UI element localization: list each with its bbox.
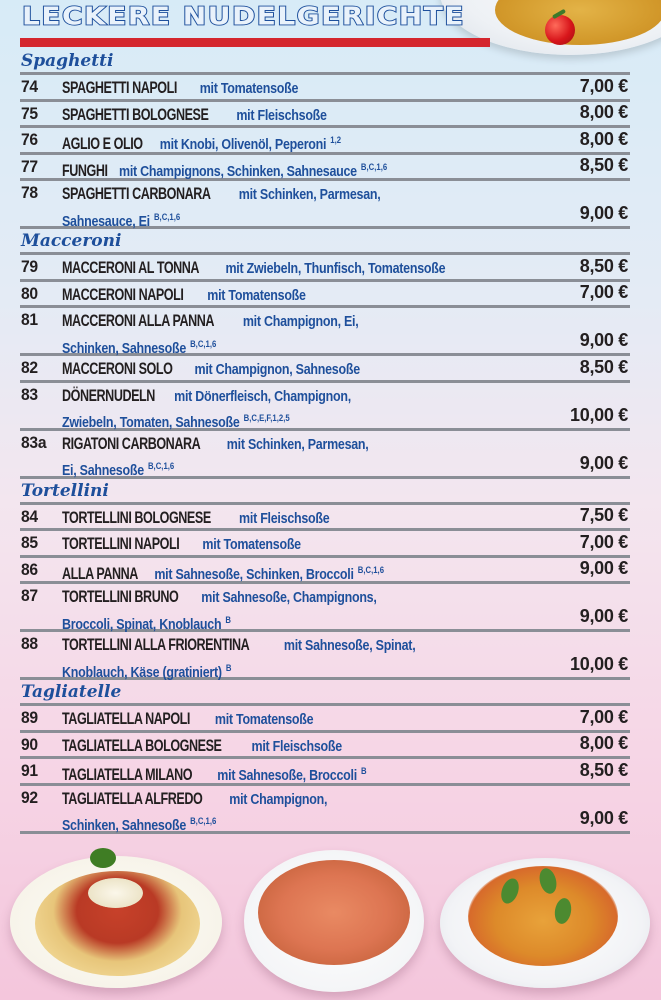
item-ingredients-cont: Schinken, Sahnesoße bbox=[62, 340, 187, 357]
item-name: MACCERONI ALLA PANNA bbox=[62, 311, 215, 330]
item-allergens: B,C,1,6 bbox=[190, 816, 217, 826]
menu-item bbox=[20, 431, 630, 479]
menu-item bbox=[20, 102, 630, 129]
item-name: TORTELLINI BOLOGNESE bbox=[62, 507, 211, 527]
item-name: TAGLIATELLA ALFREDO bbox=[62, 788, 203, 808]
item-line bbox=[62, 811, 532, 838]
menu-item bbox=[20, 531, 630, 558]
item-name: RIGATONI CARBONARA bbox=[62, 433, 201, 453]
item-number: 76 bbox=[21, 130, 38, 149]
item-number: 86 bbox=[21, 559, 38, 579]
menu-item bbox=[20, 383, 630, 431]
item-number: 82 bbox=[21, 358, 38, 377]
item-line bbox=[62, 386, 398, 405]
item-description bbox=[62, 284, 532, 308]
item-number: 75 bbox=[21, 103, 38, 123]
item-price: 7,00 € bbox=[579, 282, 628, 302]
item-name: TORTELLINI BRUNO bbox=[62, 587, 179, 606]
item-description bbox=[62, 257, 532, 281]
item-name: TORTELLINI NAPOLI bbox=[62, 534, 180, 553]
food-photos bbox=[0, 848, 661, 1000]
item-price: 10,00 € bbox=[570, 654, 628, 674]
item-line bbox=[62, 161, 440, 180]
item-price: 7,00 € bbox=[579, 706, 628, 727]
category-heading: Macceroni bbox=[20, 229, 630, 255]
menu-item bbox=[20, 632, 630, 680]
item-name: SPAGHETTI NAPOLI bbox=[62, 78, 177, 97]
item-ingredients-cont: Knoblauch, Käse (gratiniert) bbox=[62, 664, 222, 681]
item-allergens: B bbox=[225, 662, 232, 673]
item-ingredients: mit Schinken, Parmesan, bbox=[238, 187, 381, 203]
item-number: 90 bbox=[21, 734, 38, 754]
item-price: 8,00 € bbox=[579, 102, 628, 122]
item-ingredients-cont: Schinken, Sahnesoße bbox=[62, 818, 187, 834]
item-line bbox=[62, 105, 370, 124]
item-allergens: B bbox=[360, 766, 367, 776]
menu-item bbox=[20, 356, 630, 383]
item-price: 9,00 € bbox=[579, 452, 628, 473]
parmesan bbox=[88, 878, 143, 908]
item-number: 78 bbox=[21, 183, 38, 202]
item-ingredients: mit Dönerfleisch, Champignon, bbox=[174, 388, 351, 405]
item-text bbox=[62, 77, 298, 101]
item-price: 9,00 € bbox=[579, 558, 628, 578]
item-price: 8,50 € bbox=[579, 255, 628, 276]
category-heading: Spaghetti bbox=[20, 49, 630, 75]
menu-item bbox=[20, 759, 630, 786]
item-text bbox=[62, 811, 216, 838]
penne-bowl-photo bbox=[244, 850, 424, 992]
menu-item bbox=[20, 155, 630, 182]
item-ingredients: mit Tomatensoße bbox=[199, 81, 299, 97]
parsley bbox=[90, 848, 116, 868]
item-description bbox=[62, 708, 532, 732]
item-description bbox=[62, 560, 532, 587]
item-line bbox=[62, 587, 428, 606]
item-line bbox=[62, 285, 345, 304]
item-name: DÖNERNUDELN bbox=[62, 385, 155, 405]
item-ingredients: mit Fleischsoße bbox=[236, 107, 327, 124]
penne-pasta bbox=[495, 0, 661, 45]
item-price: 8,50 € bbox=[579, 759, 628, 780]
item-name: FUNGHI bbox=[62, 160, 108, 180]
item-text bbox=[62, 130, 341, 157]
item-line bbox=[62, 78, 337, 97]
item-number: 91 bbox=[21, 761, 38, 780]
item-line bbox=[62, 508, 373, 527]
menu-item bbox=[20, 282, 630, 309]
item-ingredients: mit Schinken, Parmesan, bbox=[226, 436, 369, 453]
item-price: 9,00 € bbox=[579, 330, 628, 350]
item-allergens: B,C,E,F,1,2,5 bbox=[243, 413, 290, 423]
item-ingredients: mit Tomatensoße bbox=[202, 537, 301, 553]
item-text bbox=[62, 586, 377, 610]
item-description bbox=[62, 77, 532, 101]
menu-item bbox=[20, 733, 630, 760]
item-name: ALLA PANNA bbox=[62, 563, 138, 583]
item-description bbox=[62, 788, 532, 838]
item-ingredients-cont: Broccoli, Spinat, Knoblauch bbox=[62, 616, 222, 633]
tortellini-plate-photo bbox=[440, 858, 650, 988]
item-text bbox=[62, 157, 387, 184]
item-text bbox=[62, 788, 327, 812]
item-description bbox=[62, 157, 532, 184]
item-ingredients: mit Sahnesoße, Spinat, bbox=[283, 638, 416, 654]
item-ingredients-cont: Zwiebeln, Tomaten, Sahnesoße bbox=[62, 415, 240, 431]
menu-item bbox=[20, 128, 630, 155]
item-text bbox=[62, 207, 180, 234]
item-description bbox=[62, 735, 532, 759]
item-description bbox=[62, 183, 532, 233]
item-price: 9,00 € bbox=[579, 807, 628, 828]
item-number: 87 bbox=[21, 586, 38, 605]
item-line bbox=[62, 434, 418, 453]
item-line bbox=[62, 736, 387, 755]
item-description bbox=[62, 104, 532, 128]
item-ingredients: mit Sahnesoße, Champignons, bbox=[201, 590, 377, 606]
item-name: SPAGHETTI BOLOGNESE bbox=[62, 104, 209, 124]
item-description bbox=[62, 761, 532, 788]
item-line bbox=[62, 184, 432, 203]
item-text bbox=[62, 634, 415, 658]
item-price: 8,00 € bbox=[579, 128, 628, 149]
item-number: 81 bbox=[21, 310, 38, 329]
item-text bbox=[62, 433, 368, 457]
item-line bbox=[62, 311, 407, 330]
item-ingredients: mit Tomatensoße bbox=[207, 287, 306, 304]
menu-item bbox=[20, 308, 630, 356]
item-name: SPAGHETTI CARBONARA bbox=[62, 184, 211, 203]
item-price: 8,00 € bbox=[579, 733, 628, 753]
item-line bbox=[62, 258, 508, 277]
item-line bbox=[62, 658, 532, 685]
item-description bbox=[62, 634, 532, 684]
item-description bbox=[62, 130, 532, 157]
item-price: 9,00 € bbox=[579, 606, 628, 626]
item-line bbox=[62, 789, 370, 808]
item-text bbox=[62, 310, 358, 334]
item-description bbox=[62, 385, 532, 435]
menu-item bbox=[20, 584, 630, 632]
item-line bbox=[62, 207, 532, 234]
item-allergens: B,C,1,6 bbox=[153, 211, 181, 222]
item-line bbox=[62, 765, 416, 784]
item-ingredients-cont: Ei, Sahnesoße bbox=[62, 463, 144, 479]
menu-item bbox=[20, 558, 630, 585]
cherry-tomato bbox=[545, 15, 575, 45]
item-price: 9,00 € bbox=[579, 203, 628, 223]
item-number: 85 bbox=[21, 533, 38, 552]
item-description bbox=[62, 358, 532, 382]
item-text bbox=[62, 761, 367, 788]
item-ingredients-cont: Sahnesauce, Ei bbox=[62, 213, 150, 230]
item-name: AGLIO E OLIO bbox=[62, 134, 143, 153]
item-text bbox=[62, 385, 351, 409]
item-line bbox=[62, 709, 354, 728]
item-number: 74 bbox=[21, 77, 38, 96]
item-line bbox=[62, 456, 532, 483]
menu-list bbox=[20, 49, 630, 834]
item-ingredients: mit Fleischsoße bbox=[239, 510, 330, 527]
item-allergens: B bbox=[225, 614, 231, 625]
item-name: TAGLIATELLA NAPOLI bbox=[62, 709, 190, 728]
item-number: 77 bbox=[21, 156, 38, 176]
item-text bbox=[62, 358, 360, 382]
item-number: 83a bbox=[21, 432, 47, 452]
item-text bbox=[62, 735, 342, 759]
item-allergens: B,C,1,6 bbox=[360, 161, 388, 172]
item-ingredients: mit Zwiebeln, Thunfisch, Tomatensoße bbox=[225, 261, 446, 277]
item-ingredients: mit Sahnesoße, Broccoli bbox=[217, 768, 357, 784]
item-price: 7,00 € bbox=[579, 531, 628, 552]
item-name: TAGLIATELLA BOLOGNESE bbox=[62, 735, 222, 755]
item-number: 83 bbox=[21, 384, 38, 404]
item-name: MACCERONI AL TONNA bbox=[62, 258, 200, 277]
item-allergens: B,C,1,6 bbox=[190, 338, 217, 349]
item-text bbox=[62, 257, 445, 281]
item-price: 7,00 € bbox=[579, 75, 628, 96]
item-name: TORTELLINI ALLA FRIORENTINA bbox=[62, 635, 250, 654]
item-allergens: B,C,1,6 bbox=[147, 461, 175, 471]
item-number: 80 bbox=[21, 283, 38, 303]
category-heading: Tortellini bbox=[20, 479, 630, 505]
item-description bbox=[62, 533, 532, 557]
item-text bbox=[62, 284, 306, 308]
menu-item bbox=[20, 786, 630, 834]
item-ingredients: mit Champignon, bbox=[229, 791, 328, 808]
item-price: 8,50 € bbox=[579, 155, 628, 175]
item-name: MACCERONI NAPOLI bbox=[62, 284, 184, 304]
item-allergens: 1,2 bbox=[330, 135, 342, 145]
item-text bbox=[62, 507, 329, 531]
item-text bbox=[62, 658, 231, 685]
item-ingredients: mit Champignon, Ei, bbox=[242, 314, 359, 330]
item-description bbox=[62, 507, 532, 531]
item-description bbox=[62, 586, 532, 636]
item-line bbox=[62, 534, 340, 553]
item-text bbox=[62, 456, 174, 483]
item-number: 92 bbox=[21, 787, 38, 807]
page-title: LECKERE NUDELGERICHTE bbox=[22, 0, 465, 31]
item-text bbox=[62, 708, 313, 732]
item-price: 10,00 € bbox=[570, 404, 628, 425]
menu-item bbox=[20, 255, 630, 282]
item-number: 88 bbox=[21, 634, 38, 653]
item-number: 89 bbox=[21, 708, 38, 727]
item-description bbox=[62, 433, 532, 483]
menu-item bbox=[20, 75, 630, 102]
item-text bbox=[62, 560, 384, 587]
item-price: 8,50 € bbox=[579, 356, 628, 377]
menu-item bbox=[20, 505, 630, 532]
item-text bbox=[62, 104, 327, 128]
item-number: 79 bbox=[21, 257, 38, 276]
item-description bbox=[62, 310, 532, 360]
item-text bbox=[62, 533, 301, 557]
item-text bbox=[62, 183, 380, 207]
item-allergens: B,C,1,6 bbox=[357, 564, 385, 575]
item-number: 84 bbox=[21, 506, 38, 526]
menu-item bbox=[20, 181, 630, 229]
item-line bbox=[62, 635, 473, 654]
penne bbox=[258, 860, 410, 965]
item-name: MACCERONI SOLO bbox=[62, 359, 173, 378]
spaghetti-bolognese-photo bbox=[10, 856, 222, 988]
menu-item bbox=[20, 706, 630, 733]
item-ingredients: mit Fleischsoße bbox=[251, 738, 342, 755]
item-ingredients: mit Champignons, Schinken, Sahnesauce bbox=[119, 163, 357, 180]
category-heading: Tagliatelle bbox=[20, 680, 630, 706]
item-line bbox=[62, 359, 408, 378]
item-line bbox=[62, 134, 386, 153]
item-ingredients: mit Sahnesoße, Schinken, Broccoli bbox=[154, 566, 354, 583]
item-name: TAGLIATELLA MILANO bbox=[62, 765, 193, 784]
item-price: 7,50 € bbox=[579, 505, 628, 525]
title-underline-bar bbox=[20, 38, 490, 47]
item-line bbox=[62, 564, 436, 583]
item-ingredients: mit Champignon, Sahnesoße bbox=[194, 362, 360, 378]
item-ingredients: mit Knobi, Olivenöl, Peperoni bbox=[159, 137, 327, 153]
item-ingredients: mit Tomatensoße bbox=[214, 712, 314, 728]
